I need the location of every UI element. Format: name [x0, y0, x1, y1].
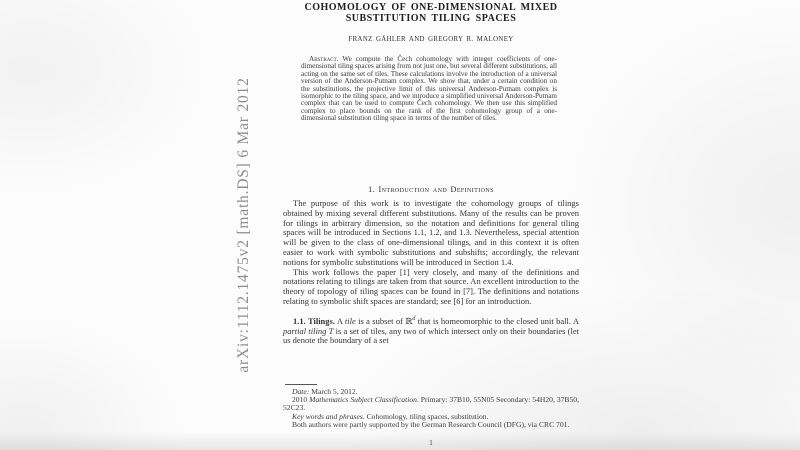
footnote-block	[283, 384, 579, 429]
reals-symbol: ℝ	[405, 315, 413, 326]
term-partial-tiling: partial tiling T	[283, 325, 334, 336]
paper-title	[283, 2, 579, 24]
authors-line: FRANZ GÄHLER AND GREGORY R. MALONEY	[348, 36, 514, 43]
abstract-block	[301, 56, 557, 123]
footnote-date: Date: March 5, 2012.	[292, 387, 358, 396]
section-heading: 1. Introduction and Definitions	[368, 185, 494, 194]
paragraph-2: This work follows the paper [1] very closely, and many of the definitions and notations relating to tilings are taken from that source. An excellent introduction to the theory of topology of tiling spaces can be found in [7]. The definitions and notations relating to symbolic shift spaces are standard; see [6] for an introduction.	[283, 266, 579, 306]
subsection-label: 1.1. Tilings.	[293, 315, 335, 326]
paper-title-line2: SUBSTITUTION TILING SPACES	[345, 13, 517, 24]
paper-title-line1: COHOMOLOGY OF ONE-DIMENSIONAL MIXED	[304, 2, 558, 13]
footnote-keywords: Key words and phrases. Cohomology, tiling spaces, substitution.	[292, 411, 489, 421]
paragraph-1: The purpose of this work is to investigate the cohomology groups of tilings obtained by mixing several different substitutions. Many of the results can be proven for tilings in arbitrary dimension, so the notation and definitions for general tiling spaces will be introduced in Sections 1.1, 1.2, and 1.3. Nevertheless, special attention will be given to the class of one-dimensional tilings, and in this context it is often easier to work with symbolic substitutions and subshifts; accordingly, the relevant notions for symbolic substitutions will be introduced in Section 1.4.	[283, 198, 579, 267]
footnote-support: Both authors were partly supported by the German Research Council (DFG), via CRC 701.	[292, 419, 570, 429]
arxiv-stamp: arXiv:1112.1475v2 [math.DS] 6 Mar 2012	[235, 77, 252, 373]
footnote-msc: 2010 Mathematics Subject Classification. Primary: 37B10, 55N05 Secondary: 54H20, 37B50, 52C23.	[283, 395, 579, 413]
paragraph-tilings: 1.1. Tilings. A tile is a subset of ℝ$^d$ that is homeomorphic to the closed unit ball. A partial tiling T is a set of tiles, any two of which intersect only on their boundaries (let us denote the boundary of a set	[283, 315, 579, 346]
abstract-label: Abstract.	[309, 55, 339, 63]
footnote-rule	[285, 384, 317, 385]
paper-content-column	[283, 0, 579, 450]
body-text	[283, 199, 579, 346]
superscript-d: d	[412, 315, 416, 322]
abstract-text: We compute the Čech cohomology with integer coefficients of one-dimensional tiling spaces arising from not just one, but several different substitutions, all acting on the same set of tiles. These calculations involve the introduction of a universal version of the Anderson-Putnam complex. We show that, under a certain condition on the substitutions, the projective limit of this universal Anderson-Putnam complex is isomorphic to the tiling space, and we introduce a simplified universal Anderson-Putnam complex that can be used to compute Čech cohomology. We then use this simplified complex to place bounds on the rank of the first cohomology group of a one-dimensional substitution tiling space in terms of the number of tiles.	[301, 55, 557, 123]
term-tile: tile	[344, 315, 356, 326]
page-number: 1	[429, 439, 433, 447]
